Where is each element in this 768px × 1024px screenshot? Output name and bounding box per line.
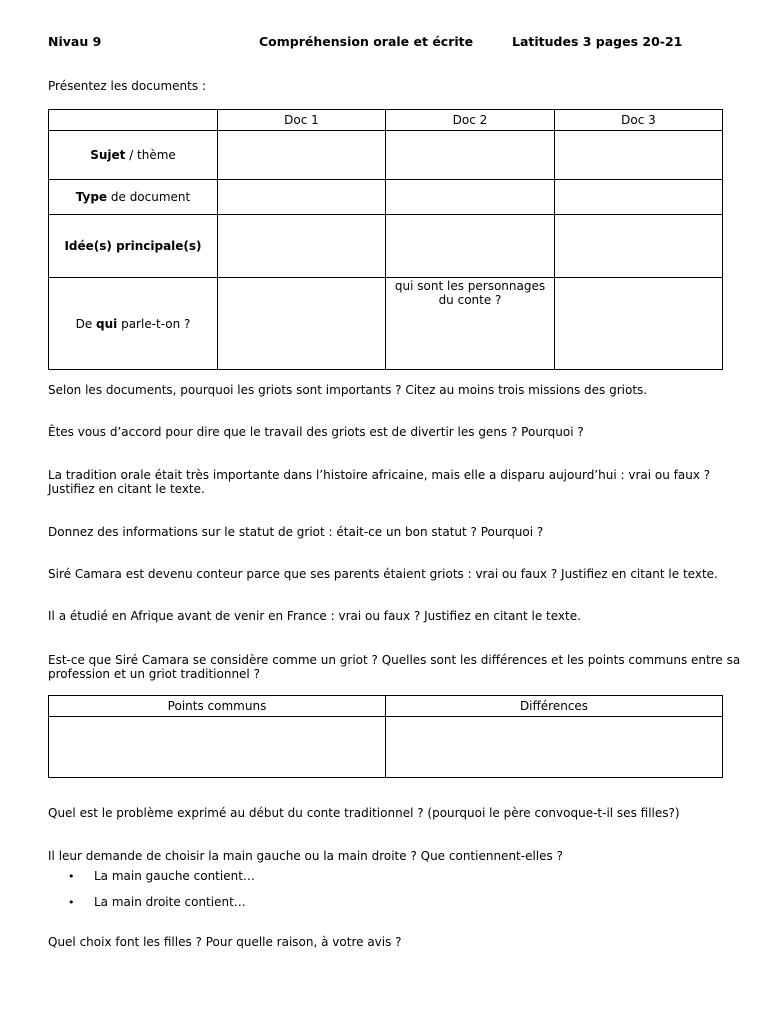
- column-header-doc3: Doc 3: [555, 110, 723, 131]
- question-7-line-1: Est-ce que Siré Camara se considère comme un griot ? Quelles sont les différences et les points communs entre sa: [48, 653, 741, 667]
- comparison-table: [48, 695, 723, 778]
- answer-cell[interactable]: [386, 180, 555, 215]
- table-row: [49, 131, 723, 180]
- question-4: Donnez des informations sur le statut de griot : était-ce un bon statut ? Pourquoi ?: [48, 525, 544, 539]
- table-corner-cell: [49, 110, 218, 131]
- question-7-line-2: profession et un griot traditionnel ?: [48, 667, 260, 681]
- answer-cell[interactable]: [49, 717, 386, 778]
- document-title: Compréhension orale et écrite: [259, 34, 474, 49]
- answer-cell[interactable]: [555, 131, 723, 180]
- row-label-bold: qui: [96, 316, 118, 331]
- table-row: [49, 278, 723, 370]
- hint-line-2: du conte ?: [438, 293, 502, 307]
- hint-line-1: qui sont les personnages: [394, 279, 546, 293]
- answer-cell[interactable]: [386, 131, 555, 180]
- answer-cell-with-hint[interactable]: [386, 278, 555, 370]
- row-label-idees: [49, 215, 218, 278]
- answer-cell[interactable]: [218, 278, 386, 370]
- intro-text: Présentez les documents :: [48, 79, 206, 93]
- bullet-icon: •: [68, 896, 75, 909]
- row-label-pre: De: [75, 316, 97, 331]
- row-label-rest: parle-t-on ?: [117, 316, 191, 331]
- question-8: Quel est le problème exprimé au début du conte traditionnel ? (pourquoi le père convoque-t-il ses filles?): [48, 806, 680, 820]
- answer-cell[interactable]: [555, 215, 723, 278]
- row-label-rest: / thème: [125, 148, 176, 162]
- table-header-row: [49, 696, 723, 717]
- question-5: Siré Camara est devenu conteur parce que ses parents étaient griots : vrai ou faux ? Justifiez en citant le texte.: [48, 567, 718, 581]
- table-row: [49, 717, 723, 778]
- column-header-differences: Différences: [386, 696, 723, 717]
- question-2: Êtes vous d’accord pour dire que le travail des griots est de divertir les gens ? Pourquoi ?: [48, 425, 584, 439]
- column-header-points-communs: Points communs: [49, 696, 386, 717]
- row-label-bold: Type: [75, 190, 108, 204]
- table-header-row: [49, 110, 723, 131]
- question-3-line-1: La tradition orale était très importante dans l’histoire africaine, mais elle a disparu aujourd’hui : vrai ou faux ?: [48, 468, 711, 482]
- question-3-line-2: Justifiez en citant le texte.: [48, 482, 205, 496]
- row-label-bold: Idée(s) principale(s): [64, 239, 202, 253]
- answer-cell[interactable]: [555, 278, 723, 370]
- answer-cell[interactable]: [386, 215, 555, 278]
- question-6: Il a étudié en Afrique avant de venir en France : vrai ou faux ? Justifiez en citant le texte.: [48, 609, 581, 623]
- row-label-qui: [49, 278, 218, 370]
- answer-cell[interactable]: [218, 215, 386, 278]
- answer-cell[interactable]: [218, 131, 386, 180]
- row-label-type: [49, 180, 218, 215]
- question-9: Il leur demande de choisir la main gauche ou la main droite ? Que contiennent-elles ?: [48, 849, 563, 863]
- question-1: Selon les documents, pourquoi les griots sont importants ? Citez au moins trois missions des griots.: [48, 383, 648, 397]
- documents-table: [48, 109, 723, 370]
- answer-cell[interactable]: [218, 180, 386, 215]
- row-label-sujet: [49, 131, 218, 180]
- list-item: La main droite contient…: [94, 895, 246, 909]
- row-label-rest: de document: [107, 190, 191, 204]
- level-label: Nivau 9: [48, 34, 102, 49]
- bullet-icon: •: [68, 870, 75, 883]
- source-reference: Latitudes 3 pages 20-21: [512, 34, 683, 49]
- row-label-bold: Sujet: [90, 148, 126, 162]
- table-row: [49, 180, 723, 215]
- question-10: Quel choix font les filles ? Pour quelle raison, à votre avis ?: [48, 935, 402, 949]
- column-header-doc2: Doc 2: [386, 110, 555, 131]
- table-row: [49, 215, 723, 278]
- list-item: La main gauche contient…: [94, 869, 255, 883]
- column-header-doc1: Doc 1: [218, 110, 386, 131]
- answer-cell[interactable]: [555, 180, 723, 215]
- answer-cell[interactable]: [386, 717, 723, 778]
